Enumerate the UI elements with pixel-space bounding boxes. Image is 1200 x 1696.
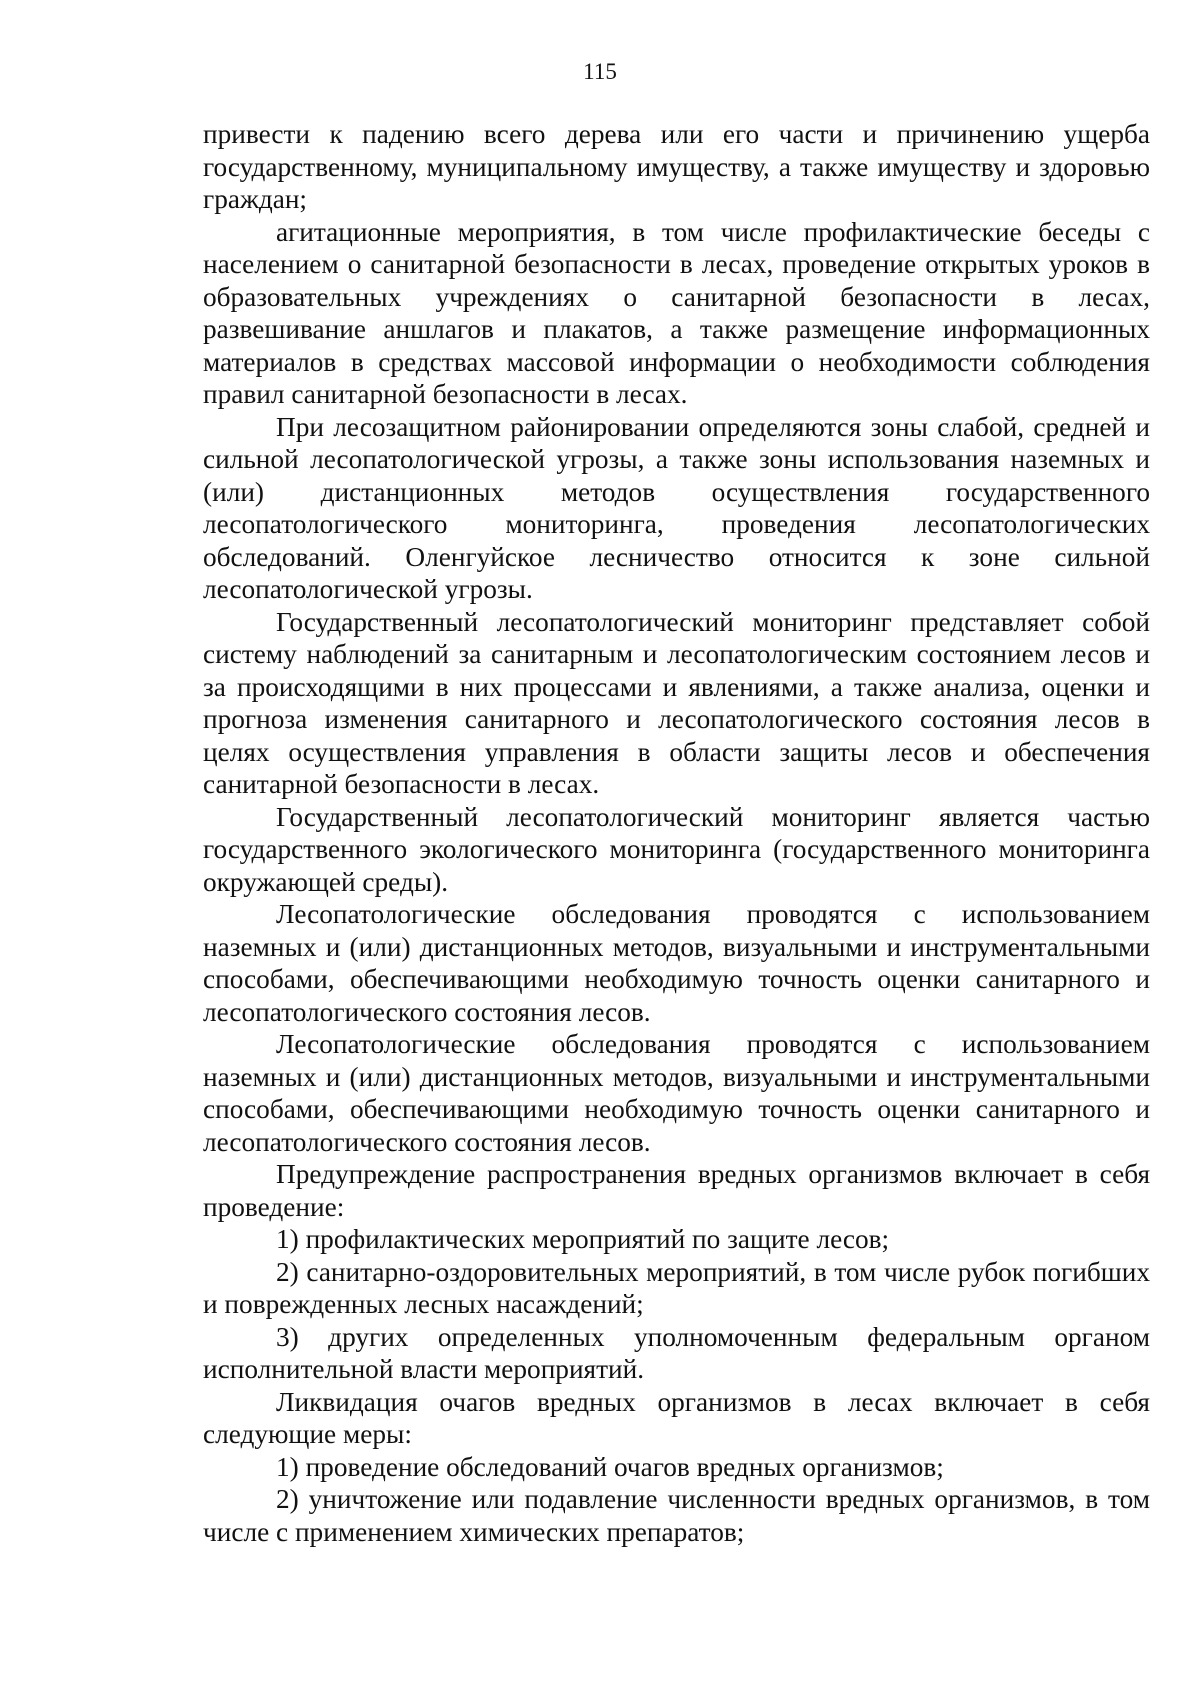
paragraph: Предупреждение распространения вредных организмов включает в себя проведение:: [203, 1159, 1150, 1222]
list-item: 1) профилактических мероприятий по защите лесов;: [276, 1224, 890, 1254]
list-item: 3) других определенных уполномоченным федеральным органом исполнительной власти мероприятий.: [203, 1321, 1150, 1384]
paragraph: Лесопатологические обследования проводятся с использованием наземных и (или) дистанционных методов, визуальными и инструментальными способами, обеспечивающими необходимую точность оценки санитарного и лесопатологического состояния лесов.: [203, 899, 1150, 1027]
paragraph: агитационные мероприятия, в том числе профилактические беседы с населением о санитарной безопасности в лесах, проведение открытых уроков в образовательных учреждениях о санитарной безопасности в лесах, развешивание аншлагов и плакатов, а также размещение информационных материалов в средствах массовой информации о необходимости соблюдения правил санитарной безопасности в лесах.: [203, 216, 1150, 409]
paragraph: привести к падению всего дерева или его части и причинению ущерба государственному, муниципальному имуществу, а также имуществу и здоровью граждан;: [203, 119, 1150, 214]
paragraph: Лесопатологические обследования проводятся с использованием наземных и (или) дистанционных методов, визуальными и инструментальными способами, обеспечивающими необходимую точность оценки санитарного и лесопатологического состояния лесов.: [203, 1029, 1150, 1157]
body-text: [203, 118, 1150, 1548]
list-item: 2) санитарно-оздоровительных мероприятий, в том числе рубок погибших и поврежденных лесных насаждений;: [203, 1256, 1150, 1319]
paragraph: Ликвидация очагов вредных организмов в лесах включает в себя следующие меры:: [203, 1386, 1150, 1449]
paragraph: Государственный лесопатологический мониторинг представляет собой систему наблюдений за санитарным и лесопатологическим состоянием лесов и за происходящими в них процессами и явлениями, а также анализа, оценки и прогноза изменения санитарного и лесопатологического состояния лесов в целях осуществления управления в области защиты лесов и обеспечения санитарной безопасности в лесах.: [203, 606, 1150, 799]
paragraph: При лесозащитном районировании определяются зоны слабой, средней и сильной лесопатологической угрозы, а также зоны использования наземных и (или) дистанционных методов осуществления государственного лесопатологического мониторинга, проведения лесопатологических обследований. Оленгуйское лесничество относится к зоне сильной лесопатологической угрозы.: [203, 411, 1150, 604]
page-number: 115: [583, 59, 617, 84]
list-item: 1) проведение обследований очагов вредных организмов;: [276, 1451, 944, 1482]
list-item: 2) уничтожение или подавление численности вредных организмов, в том числе с применением химических препаратов;: [203, 1484, 1150, 1547]
paragraph: Государственный лесопатологический мониторинг является частью государственного экологического мониторинга (государственного мониторинга окружающей среды).: [203, 801, 1150, 897]
